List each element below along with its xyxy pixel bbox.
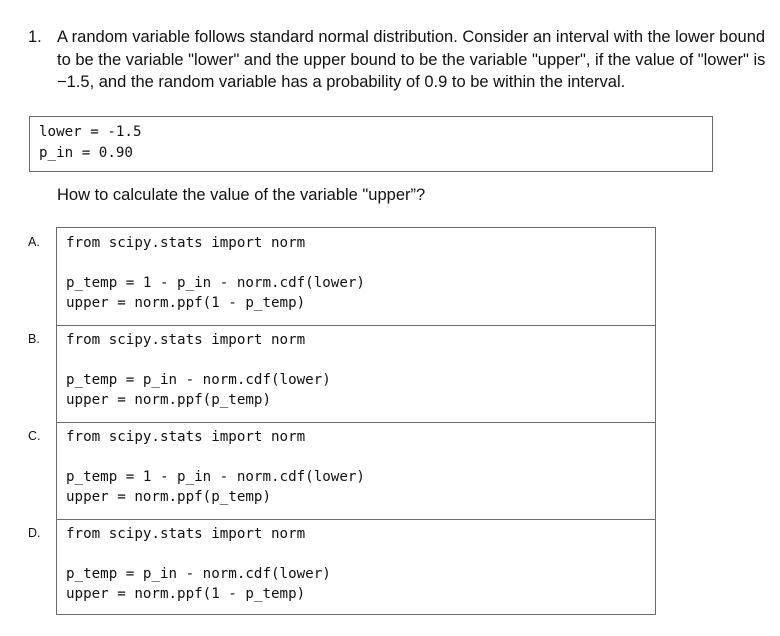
option-b-letter[interactable]: B. bbox=[28, 332, 40, 346]
option-d-letter[interactable]: D. bbox=[28, 526, 41, 540]
option-d-line-3: upper = norm.ppf(1 - p_temp) bbox=[66, 586, 306, 602]
option-d-line-1: from scipy.stats import norm bbox=[66, 526, 306, 542]
option-b-line-1: from scipy.stats import norm bbox=[66, 332, 306, 348]
code-line-lower: lower = -1.5 bbox=[39, 124, 142, 140]
option-b-line-3: upper = norm.ppf(p_temp) bbox=[66, 392, 271, 408]
option-d-cell[interactable] bbox=[57, 519, 655, 616]
option-b-cell[interactable] bbox=[57, 325, 655, 422]
option-a-letter[interactable]: A. bbox=[28, 235, 40, 249]
option-c-line-1: from scipy.stats import norm bbox=[66, 429, 306, 445]
given-code-box bbox=[29, 116, 713, 172]
code-line-p-in: p_in = 0.90 bbox=[39, 145, 133, 161]
option-d-line-2: p_temp = p_in - norm.cdf(lower) bbox=[66, 566, 331, 582]
option-b-line-2: p_temp = p_in - norm.cdf(lower) bbox=[66, 372, 331, 388]
option-c-line-2: p_temp = 1 - p_in - norm.cdf(lower) bbox=[66, 469, 365, 485]
option-c-cell[interactable] bbox=[57, 422, 655, 519]
option-a-cell[interactable] bbox=[57, 228, 655, 325]
subquestion-text: How to calculate the value of the variable "upper”? bbox=[57, 186, 426, 204]
question-text: A random variable follows standard normal distribution. Consider an interval with the lower bound to be the variable "lower" and the upper bound to be the variable "upper", if the value of "lower" is −1.5, and the random variable has a probability of 0.9 to be within the interval. bbox=[57, 28, 766, 91]
option-c-letter[interactable]: C. bbox=[28, 429, 41, 443]
option-a-line-2: p_temp = 1 - p_in - norm.cdf(lower) bbox=[66, 275, 365, 291]
question-number: 1. bbox=[28, 28, 42, 46]
options-table bbox=[56, 227, 656, 615]
option-a-line-1: from scipy.stats import norm bbox=[66, 235, 306, 251]
option-a-line-3: upper = norm.ppf(1 - p_temp) bbox=[66, 295, 306, 311]
option-c-line-3: upper = norm.ppf(p_temp) bbox=[66, 489, 271, 505]
